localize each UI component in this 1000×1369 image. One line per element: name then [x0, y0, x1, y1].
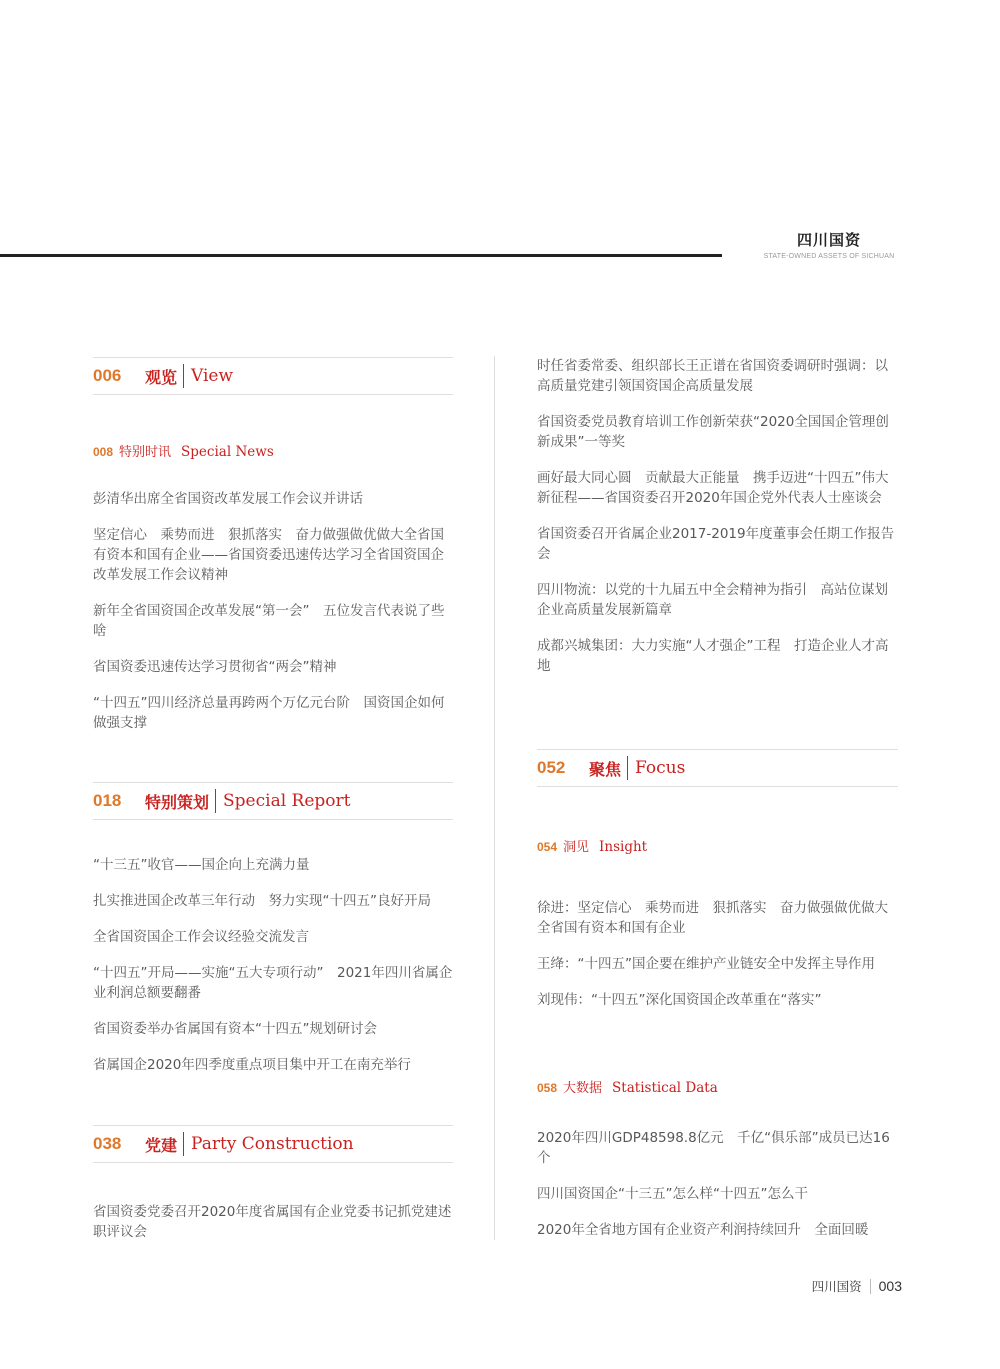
- section-separator: [183, 364, 184, 388]
- toc-entry[interactable]: “十三五”收官——国企向上充满力量: [93, 857, 310, 873]
- toc-entry[interactable]: 2020年全省地方国有企业资产利润持续回升 全面回暖: [537, 1222, 869, 1238]
- toc-entry[interactable]: 彭清华出席全省国资改革发展工作会议并讲话: [93, 491, 363, 507]
- section-separator: [215, 789, 216, 813]
- section-header-focus: [537, 749, 898, 787]
- subsection-page-number: 054: [537, 840, 558, 854]
- footer-brand: 四川国资: [811, 1279, 862, 1294]
- brand-name: 四川国资: [796, 231, 861, 249]
- brand-subtitle: STATE-OWNED ASSETS OF SICHUAN: [763, 253, 895, 260]
- section-separator: [627, 756, 628, 780]
- section-title-cn: 聚焦: [589, 759, 622, 779]
- section-title-en: Special Report: [223, 791, 351, 811]
- toc-entry[interactable]: 省国资委举办省属国有资本“十四五”规划研讨会: [93, 1021, 377, 1037]
- toc-entry[interactable]: “十四五”开局——实施“五大专项行动” 2021年四川省属企业利润总额要翻番: [93, 965, 453, 1001]
- toc-entry[interactable]: 四川物流：以党的十九届五中全会精神为指引 高站位谋划企业高质量发展新篇章: [537, 582, 888, 618]
- page-number: 003: [878, 1278, 902, 1294]
- toc-entry[interactable]: 刘现伟：“十四五”深化国资国企改革重在“落实”: [537, 992, 822, 1008]
- subsection-title-cn: 大数据: [563, 1081, 603, 1096]
- section-title-en: View: [191, 366, 234, 386]
- section-separator: [183, 1132, 184, 1156]
- footer-separator: [870, 1279, 871, 1294]
- section-page-number: 006: [93, 366, 122, 385]
- party-construction-continued-list: [537, 356, 901, 692]
- toc-entry[interactable]: 省国资委召开省属企业2017-2019年度董事会任期工作报告会: [537, 526, 895, 562]
- section-page-number: 038: [93, 1134, 122, 1153]
- subsection-title-cn: 特别时讯: [119, 445, 172, 460]
- toc-entry[interactable]: 王绛：“十四五”国企要在维护产业链安全中发挥主导作用: [537, 956, 875, 972]
- subsection-page-number: 008: [93, 445, 114, 459]
- toc-entry[interactable]: 省属国企2020年四季度重点项目集中开工在南充举行: [93, 1057, 411, 1073]
- subsection-title-cn: 洞见: [563, 840, 590, 855]
- section-header-party-construction: [93, 1125, 453, 1163]
- subsection-page-number: 058: [537, 1081, 558, 1095]
- brand-block: [740, 229, 918, 260]
- toc-entry[interactable]: 时任省委常委、组织部长王正谱在省国资委调研时强调：以高质量党建引领国资国企高质量发展: [537, 358, 888, 394]
- section-header-view: [93, 357, 453, 395]
- section-page-number: 052: [537, 758, 566, 777]
- subsection-header-insight: [537, 836, 647, 855]
- party-construction-list: [93, 1202, 455, 1258]
- toc-entry[interactable]: “十四五”四川经济总量再跨两个万亿元台阶 国资国企如何做强支撑: [93, 695, 445, 731]
- header-rule: [0, 254, 722, 257]
- section-header-special-report: [93, 782, 453, 820]
- toc-entry[interactable]: 新年全省国资国企改革发展“第一会” 五位发言代表说了些啥: [93, 603, 445, 639]
- toc-entry[interactable]: 省国资委迅速传达学习贯彻省“两会”精神: [93, 659, 337, 675]
- subsection-title-en: Special News: [181, 444, 274, 460]
- special-report-list: [93, 855, 455, 1091]
- column-divider: [494, 356, 495, 1240]
- toc-entry[interactable]: 省国资委党员教育培训工作创新荣获“2020全国国企管理创新成果”一等奖: [537, 414, 889, 450]
- section-title-en: Party Construction: [191, 1134, 354, 1154]
- subsection-header-special-news: [93, 441, 274, 460]
- toc-entry[interactable]: 坚定信心 乘势而进 狠抓落实 奋力做强做优做大全省国有资本和国有企业——省国资委迅速传达学习全省国资国企改革发展工作会议精神: [93, 527, 444, 583]
- toc-entry[interactable]: 徐进：坚定信心 乘势而进 狠抓落实 奋力做强做优做大全省国有资本和国有企业: [537, 900, 888, 936]
- statistical-data-list: [537, 1128, 901, 1256]
- subsection-header-statistical-data: [537, 1077, 718, 1096]
- section-page-number: 018: [93, 791, 122, 810]
- toc-entry[interactable]: 画好最大同心圆 贡献最大正能量 携手迈进“十四五”伟大新征程——省国资委召开2020年国企党外代表人士座谈会: [537, 470, 889, 506]
- toc-entry[interactable]: 扎实推进国企改革三年行动 努力实现“十四五”良好开局: [93, 893, 431, 909]
- toc-entry[interactable]: 全省国资国企工作会议经验交流发言: [93, 929, 309, 945]
- toc-entry[interactable]: 成都兴城集团：大力实施“人才强企”工程 打造企业人才高地: [537, 638, 889, 674]
- section-title-cn: 党建: [145, 1135, 178, 1155]
- insight-list: [537, 898, 901, 1026]
- section-title-cn: 观览: [145, 367, 178, 387]
- toc-entry[interactable]: 省国资委党委召开2020年度省属国有企业党委书记抓党建述职评议会: [93, 1204, 452, 1240]
- special-news-list: [93, 489, 455, 749]
- toc-entry[interactable]: 2020年四川GDP48598.8亿元 千亿“俱乐部”成员已达16个: [537, 1130, 890, 1166]
- section-title-cn: 特别策划: [145, 792, 210, 812]
- toc-entry[interactable]: 四川国资国企“十三五”怎么样“十四五”怎么干: [537, 1186, 808, 1202]
- subsection-title-en: Insight: [599, 839, 648, 855]
- section-title-en: Focus: [635, 758, 686, 778]
- subsection-title-en: Statistical Data: [612, 1080, 718, 1096]
- page-footer: [812, 1277, 902, 1295]
